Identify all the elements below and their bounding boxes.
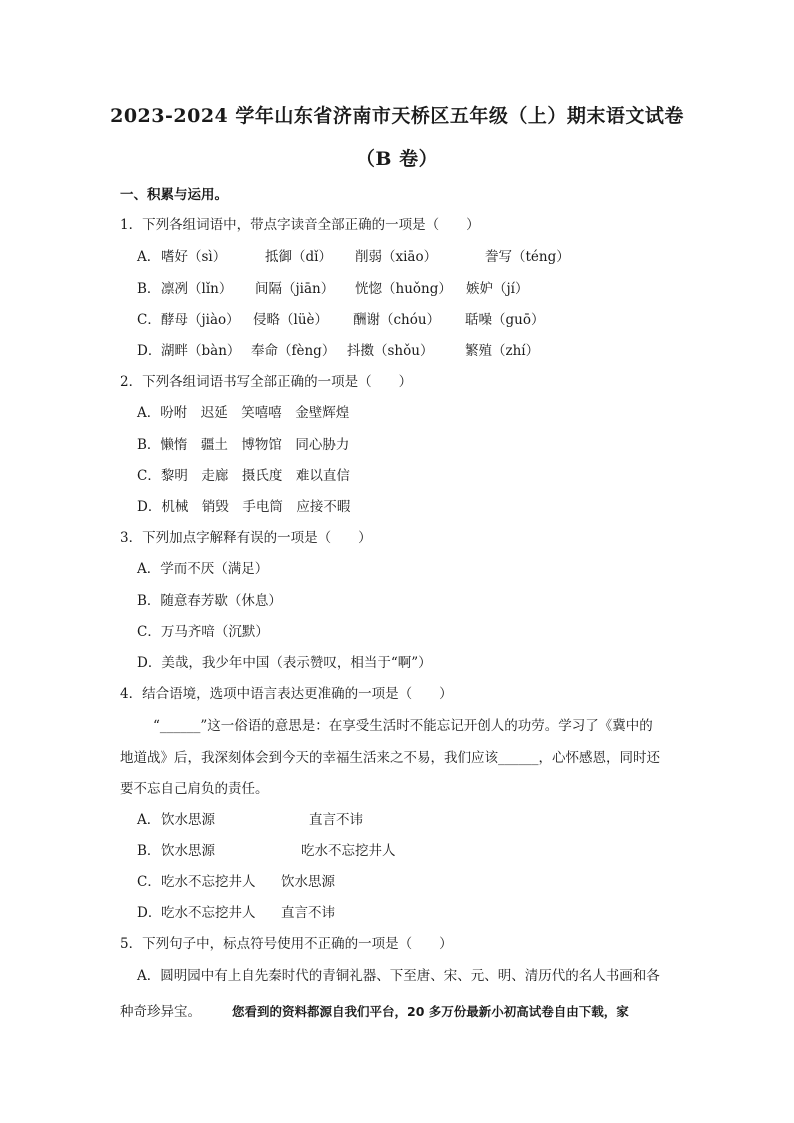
option-word: 誊写（téng）: [485, 249, 570, 265]
question-4-stem: 4．结合语境，选项中语言表达更准确的一项是（ ）: [120, 686, 453, 702]
q2-option-d[interactable]: D．机械 销毁 手电筒 应接不暇: [137, 499, 351, 515]
option-word: 酬谢（chóu）: [353, 312, 441, 328]
option-label: D．: [137, 905, 162, 921]
option-word: 聒噪（guō）: [465, 312, 545, 328]
exam-subtitle: （B 卷）: [355, 148, 439, 170]
option-word: 侵略（lüè）: [253, 312, 329, 328]
option-phrase: 饮水思源: [161, 812, 215, 828]
option-word: 繁殖（zhí）: [465, 343, 540, 359]
option-label: D．: [137, 343, 162, 359]
option-phrase: 吃水不忘挖井人: [301, 843, 396, 859]
q5-option-a-continued: 种奇珍异宝。: [120, 1004, 201, 1020]
question-5-stem: 5．下列句子中，标点符号使用不正确的一项是（ ）: [120, 936, 453, 952]
option-label: C．: [137, 312, 161, 328]
q2-option-a[interactable]: A．吩咐 迟延 笑嘻嘻 金壁辉煌: [137, 405, 350, 421]
option-word: 湖畔（bàn）: [161, 343, 241, 359]
q4-option-a[interactable]: [137, 810, 697, 830]
option-word: 削弱（xiāo）: [355, 249, 438, 265]
q1-option-a[interactable]: [137, 247, 697, 267]
q3-option-c[interactable]: C．万马齐喑（沉默）: [137, 624, 269, 640]
q1-option-b[interactable]: [137, 279, 697, 299]
option-label: C．: [137, 874, 161, 890]
option-word: 嗜好（sì）: [161, 249, 227, 265]
q5-option-a[interactable]: A．圆明园中有上自先秦时代的青铜礼器、下至唐、宋、元、明、清历代的名人书画和各: [137, 968, 660, 984]
exam-title: 2023-2024 学年山东省济南市天桥区五年级（上）期末语文试卷: [110, 105, 684, 127]
q4-passage-line: 地道战》后，我深刻体会到今天的幸福生活来之不易，我们应该______，心怀感恩，同时还: [120, 750, 660, 766]
q4-option-b[interactable]: [137, 841, 697, 861]
question-3-stem: 3．下列加点字解释有误的一项是（ ）: [120, 530, 372, 546]
option-word: 间隔（jiān）: [255, 281, 335, 297]
q2-option-c[interactable]: C．黎明 走廊 摄氏度 难以直信: [137, 468, 350, 484]
option-word: 凛冽（lǐn）: [161, 281, 233, 297]
q3-option-a[interactable]: A．学而不厌（满足）: [137, 561, 269, 577]
platform-notice: 您看到的资料都源自我们平台，20 多万份最新小初高试卷自由下载，家: [232, 1004, 629, 1019]
option-word: 奉命（fèng）: [251, 343, 336, 359]
option-word: 恍惚（huǒng）: [355, 281, 452, 297]
option-word: 抖擞（shǒu）: [347, 343, 434, 359]
q3-option-b[interactable]: B．随意春芳歇（休息）: [137, 593, 282, 609]
question-1-stem: 1．下列各组词语中，带点字读音全部正确的一项是（ ）: [120, 217, 480, 233]
option-phrase: 直言不讳: [309, 812, 363, 828]
option-phrase: 吃水不忘挖井人: [161, 905, 256, 921]
option-word: 抵御（dǐ）: [265, 249, 332, 265]
section-heading: 一、积累与运用。: [120, 187, 228, 203]
option-phrase: 饮水思源: [281, 874, 335, 890]
q4-passage-line: “______”这一俗语的意思是：在享受生活时不能忘记开创人的功劳。学习了《冀中的: [153, 718, 653, 734]
q4-option-d[interactable]: [137, 903, 697, 923]
q1-option-c[interactable]: [137, 310, 697, 330]
q4-passage-line: 要不忘自己肩负的责任。: [120, 781, 269, 797]
q4-option-c[interactable]: [137, 872, 697, 892]
q2-option-b[interactable]: B．懒惰 疆土 博物馆 同心胁力: [137, 437, 350, 453]
option-label: B．: [137, 843, 161, 859]
option-phrase: 饮水思源: [161, 843, 215, 859]
option-label: B．: [137, 281, 161, 297]
option-phrase: 直言不讳: [281, 905, 335, 921]
q3-option-d[interactable]: D．美哉，我少年中国（表示赞叹，相当于“啊”）: [137, 655, 432, 671]
option-word: 酵母（jiào）: [161, 312, 240, 328]
q1-option-d[interactable]: [137, 341, 697, 361]
option-word: 嫉妒（jí）: [466, 281, 529, 297]
option-label: A．: [137, 249, 161, 265]
question-2-stem: 2．下列各组词语书写全部正确的一项是（ ）: [120, 374, 413, 390]
option-label: A．: [137, 812, 161, 828]
option-phrase: 吃水不忘挖井人: [161, 874, 256, 890]
